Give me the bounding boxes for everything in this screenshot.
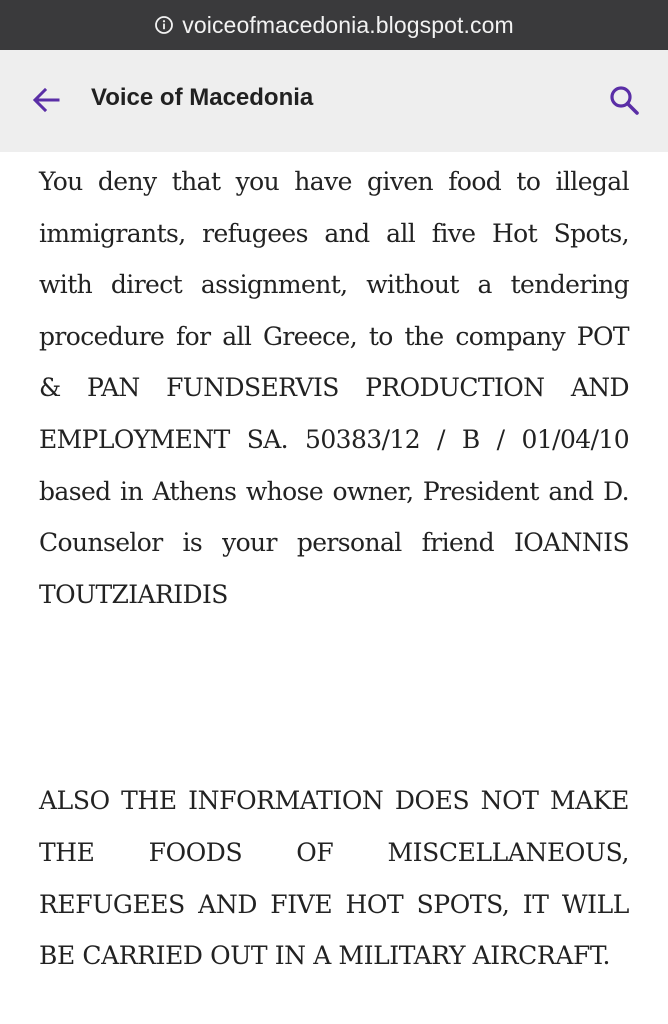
post-paragraph: ALSO THE INFORMATION DOES NOT MAKE THE FOODS OF MISCELLANEOUS, REFUGEES AND FIVE HOT SPOTS, IT WILL BE CARRIED OUT IN A MILITARY AIRCRAFT. [39, 786, 629, 971]
blog-title[interactable]: Voice of Macedonia [91, 84, 314, 111]
back-button[interactable] [28, 82, 64, 118]
info-circle-icon [154, 15, 174, 35]
post-paragraph: You deny that you have given food to illegal immigrants, refugees and all five Hot Spots, with direct assignment, without a tendering procedure for all Greece, to the company POT & PAN FUNDSERVIS PRODUCTION AND EMPLOYMENT SA. 50383/12 / B / 01/04/10 based in Athens whose owner, President and D. Counselor is your personal friend IOANNIS TOUTZIARIDIS [39, 167, 629, 609]
url-text: voiceofmacedonia.blogspot.com [182, 11, 514, 38]
search-button[interactable] [606, 82, 642, 118]
browser-url-bar[interactable] [0, 0, 668, 50]
back-arrow-icon [31, 85, 61, 115]
blog-header [0, 50, 668, 152]
search-icon [608, 84, 640, 116]
post-body [39, 156, 629, 982]
